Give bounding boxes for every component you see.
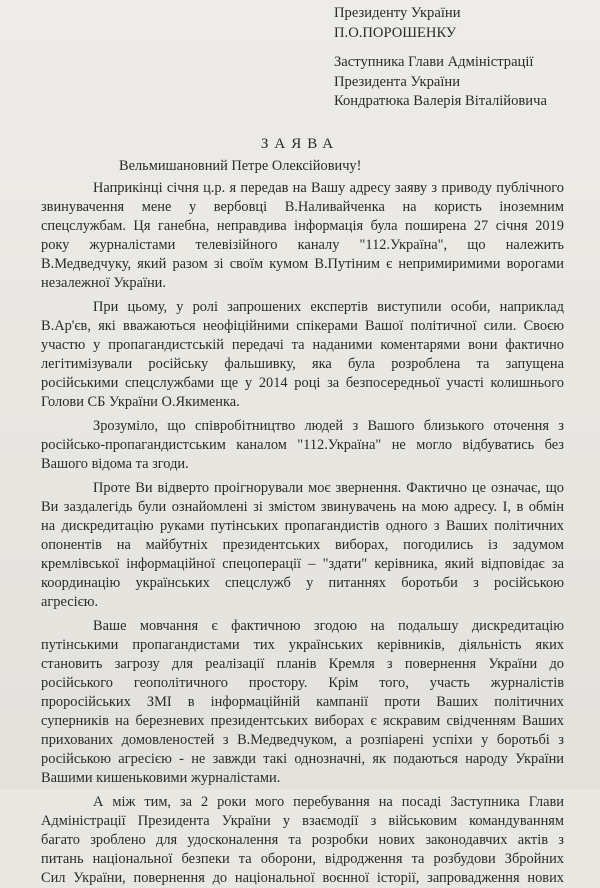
addressee-line: Кондратюка Валерія Віталійовича [334,93,547,110]
paragraph [41,479,564,612]
paragraph [41,417,564,474]
paragraph-line: Сил України, повернення до національної воєнної історії, запровадження нових [41,870,564,886]
paragraph-line: Ваше мовчання є фактичною згодою на подальшу дискредитацію [93,618,564,634]
paragraph-line: При цьому, у ролі запрошених експертів виступили особи, наприклад [93,299,564,315]
paragraph-line: Ви заздалегідь були ознайомлені зі змістом звинувачень на мою адресу. І, в обмін [41,499,564,515]
paragraph-line: координацію українських спецслужб у питаннях боротьби з російською [41,575,564,591]
paragraph-line: Голови СБ України О.Якименка. [41,394,240,410]
paragraph-line: російською агресією - не завжди такі однозначні, як подаються народу України [41,751,564,767]
paragraph-line: А між тим, за 2 роки мого перебування на посаді Заступника Глави [93,794,564,810]
paragraph-line: російського геополітичного простору. Крім того, участь журналістів [41,675,564,691]
paragraph-line: агресією. [41,594,99,610]
paragraph-line: на дискредитацію руками путінських пропагандистів одного з Ваших політичних [41,518,564,534]
addressee-line: Заступника Глави Адміністрації [334,54,534,71]
paragraph-line: незалежної України. [41,275,166,291]
paragraph-line: проросійських ЗМІ в інформаційній кампанії проти Ваших політичних [41,694,564,710]
salutation: Вельмишановний Петре Олексійовичу! [119,158,362,174]
paragraph [41,179,564,293]
letter-body [41,157,564,888]
paragraph-line: В.Медведчуку, який разом зі своїм кумом В.Путіним є непримиримими ворогами [41,256,564,272]
addressee-line: Президенту України [334,5,461,21]
paragraph-line: звинувачення мене у вербовці В.Наливайченка на користь іноземним [41,199,564,215]
paragraph-line: Вашими кишеньковими журналістами. [41,770,281,786]
paragraph [41,617,564,788]
paragraph-line: Зрозуміло, що співробітництво людей з Вашого близького оточення з [93,418,564,434]
paragraph-line: кремлівської інформаційної спецоперації – "здати" керівника, який відповідає за [41,556,564,572]
paragraph [41,793,564,888]
paragraph-line: легітимізували російську фальшивку, яка була розроблена та запущена [41,356,564,372]
paragraphs-container [41,179,564,888]
paragraph-line: багато зроблено для удосконалення та розробки нових законодавчих актів з [41,832,564,848]
paragraph-line: російськими спецслужбами ще у 2014 році за безпосередньої участі колишнього [41,375,564,391]
addressee-line: П.О.ПОРОШЕНКУ [334,24,457,41]
paragraph-line: путінськими пропагандистами тих українських керівників, діяльність яких [41,637,564,653]
paragraph-line: Вашого відома та згоди. [41,456,189,472]
paragraph-line: російсько-пропагандистським каналом "112.Україна" не могло відбуватись без [41,437,564,453]
paragraph-line: опонентів на майбутніх президентських виборах, погодились із задумом [41,537,564,553]
paragraph-line: прихованих домовленостей з В.Медведчуком, а розпіарені успіхи у боротьбі з [41,732,564,748]
paragraph-line: Проте Ви відверто проігнорували моє звернення. Фактично це означає, що [93,480,564,496]
paragraph-line: становить загрозу для реалізації планів Кремля з повернення України до [41,656,564,672]
paragraph-line: року журналістами телевізійного каналу "112.Україна", що належить [41,237,564,253]
paragraph [41,298,564,412]
paragraph-line: Наприкінці січня ц.р. я передав на Вашу адресу заяву з приводу публічного [93,180,564,196]
paragraph-line: участю у пропагандистській передачі та наданими коментарями вони фактично [41,337,564,353]
document-title: ЗАЯВА [260,136,340,152]
paragraph-line: Адміністрації Президента України у взаємодії з військовим командуванням [41,813,564,829]
paragraph-line: суперників на березневих президентських виборах є яскравим свідченням Ваших [41,713,564,729]
paragraph-line: питань національної безпеки та оборони, відродження та розбудови Збройних [41,851,564,867]
paragraph-line: спецслужбам. Ця ганебна, неправдива інформація була поширена 27 січня 2019 [41,218,564,234]
addressee-block [334,4,547,112]
paragraph-line: В.Ар'єв, які вважаються неофіційними спікерами Вашої політичної сили. Своєю [41,318,564,334]
addressee-line: Президента України [334,73,461,90]
